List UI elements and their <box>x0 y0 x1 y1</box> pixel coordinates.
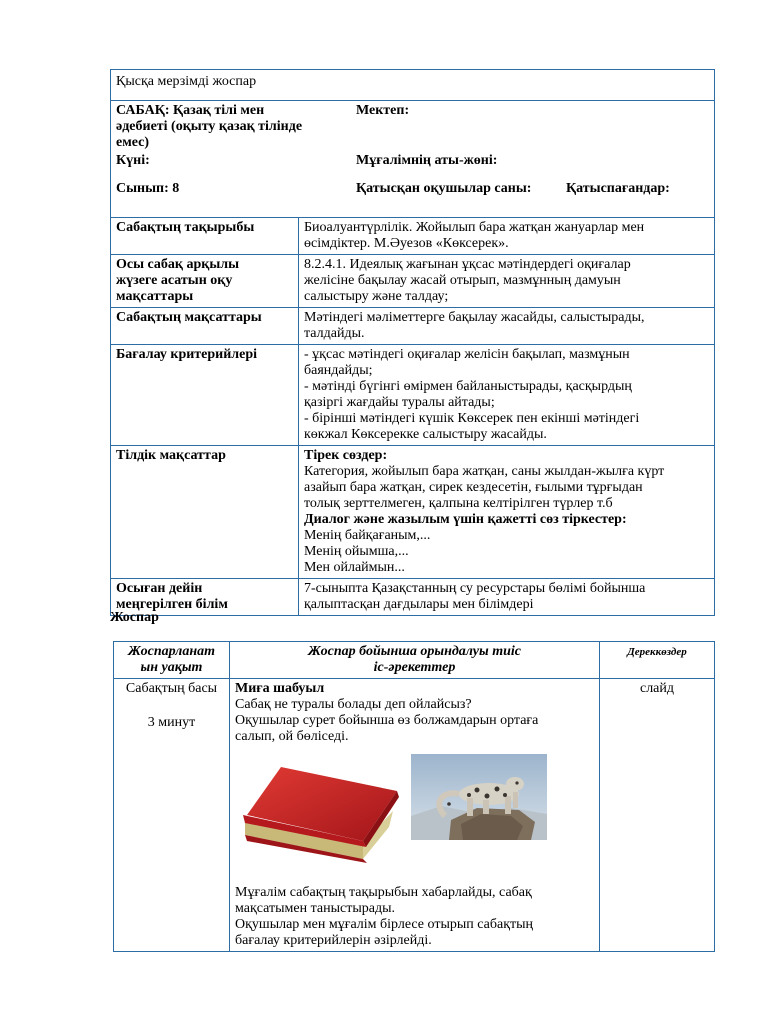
source-cell: слайд <box>600 679 715 952</box>
table-row <box>111 255 715 308</box>
activity-images <box>235 751 594 871</box>
plan-table <box>113 641 715 952</box>
row-content: 8.2.4.1. Идеялық жағынан ұқсас мәтіндердегі оқиғалар желісіне бақылау жасай отырып, мазмұнның дамуын салыстыру және талдау; <box>299 255 715 308</box>
stage-duration: 3 минут <box>147 715 196 730</box>
table-header-row <box>114 642 715 679</box>
column-header-time: Жоспарланат ын уақыт <box>114 642 230 679</box>
short-term-plan-table <box>110 69 715 616</box>
dialog-phrases-title: Диалог және жазылым үшін қажетті сөз тіркестер: <box>304 512 627 527</box>
table-row <box>111 579 715 616</box>
activity-title: Миға шабуыл <box>235 681 325 696</box>
row-label: Сабақтың мақсаттары <box>111 308 299 345</box>
grade-label: Сынып: 8 <box>116 181 180 196</box>
school-label: Мектеп: <box>356 103 410 118</box>
row-content: Мәтіндегі мәліметтерге бақылау жасайды, салыстырады, талдайды. <box>299 308 715 345</box>
column-header-activities: Жоспар бойынша орындалуы тиіс іс-әрекеттер <box>230 642 600 679</box>
date-label: Күні: <box>116 153 150 168</box>
absent-students-label: Қатыспағандар: <box>566 181 670 196</box>
row-label: Сабақтың тақырыбы <box>111 218 299 255</box>
table-row <box>111 218 715 255</box>
support-words-title: Тірек сөздер: <box>304 448 388 463</box>
stage-cell <box>114 679 230 952</box>
table-row <box>114 679 715 952</box>
row-label: Осы сабақ арқылы жүзеге асатын оқу мақсаттары <box>111 255 299 308</box>
row-content: Тірек сөздер: Категория, жойылып бара жатқан, саны жылдан-жылға күрт азайып бара жатқан, сирек кездесетін, ғылыми тұрғыдан толық зерттелмеген, қалпына келтірілген түрлер т.б Диалог және жазылым үшін қажетті сөз тіркестер: Менің байқағаным,... Менің ойымша,... Мен ойлаймын... <box>299 446 715 579</box>
column-header-sources: Дереккөздер <box>600 642 715 679</box>
table-row <box>111 308 715 345</box>
row-content: Биоалуантүрлілік. Жойылып бара жатқан жануарлар мен өсімдіктер. М.Әуезов «Көксерек». <box>299 218 715 255</box>
table-row <box>111 446 715 579</box>
present-students-label: Қатысқан оқушылар саны: <box>356 181 532 196</box>
row-label: Бағалау критерийлері <box>111 345 299 446</box>
plan-section-heading: Жоспар <box>110 610 159 625</box>
row-content: - ұқсас мәтіндегі оқиғалар желісін бақылап, мазмұнын баяндайды; - мәтінді бүгінгі өмірмен байланыстырады, қасқырдың қазіргі жағдайы туралы айтады; - бірінші мәтіндегі күшік Көксерек пен екінші мәтіндегі көкжал Көксерекке салыстыру жасайды. <box>299 345 715 446</box>
lesson-subject: САБАҚ: Қазақ тілі мен әдебиеті (оқыту қазақ тілінде емес) <box>116 103 303 150</box>
activity-cell: Миға шабуыл Сабақ не туралы болады деп ойлайсыз? Оқушылар сурет бойынша өз болжамдарын ортаға салып, ой бөліседі. Мұғалім сабақтың тақырыбын хабарлайды, сабақ мақсатымен таныстырады. Оқушылар мен мұғалім бірлесе отырып сабақтың бағалау критерийлерін әзірлейді. <box>230 679 600 952</box>
row-label: Осыған дейін меңгерілген білім <box>111 579 299 616</box>
table-row <box>111 345 715 446</box>
teacher-name-label: Мұғалімнің аты-жөні: <box>356 153 498 168</box>
lesson-info-cell <box>111 101 715 218</box>
snow-leopard-image <box>411 754 547 840</box>
plan-title: Қысқа мерзімді жоспар <box>111 70 715 101</box>
row-label: Тілдік мақсаттар <box>111 446 299 579</box>
stage-name: Сабақтың басы <box>125 681 218 696</box>
red-book-image <box>239 761 399 865</box>
row-content: 7-сыныпта Қазақстанның су ресурстары бөлімі бойынша қалыптасқан дағдылары мен білімдері <box>299 579 715 616</box>
